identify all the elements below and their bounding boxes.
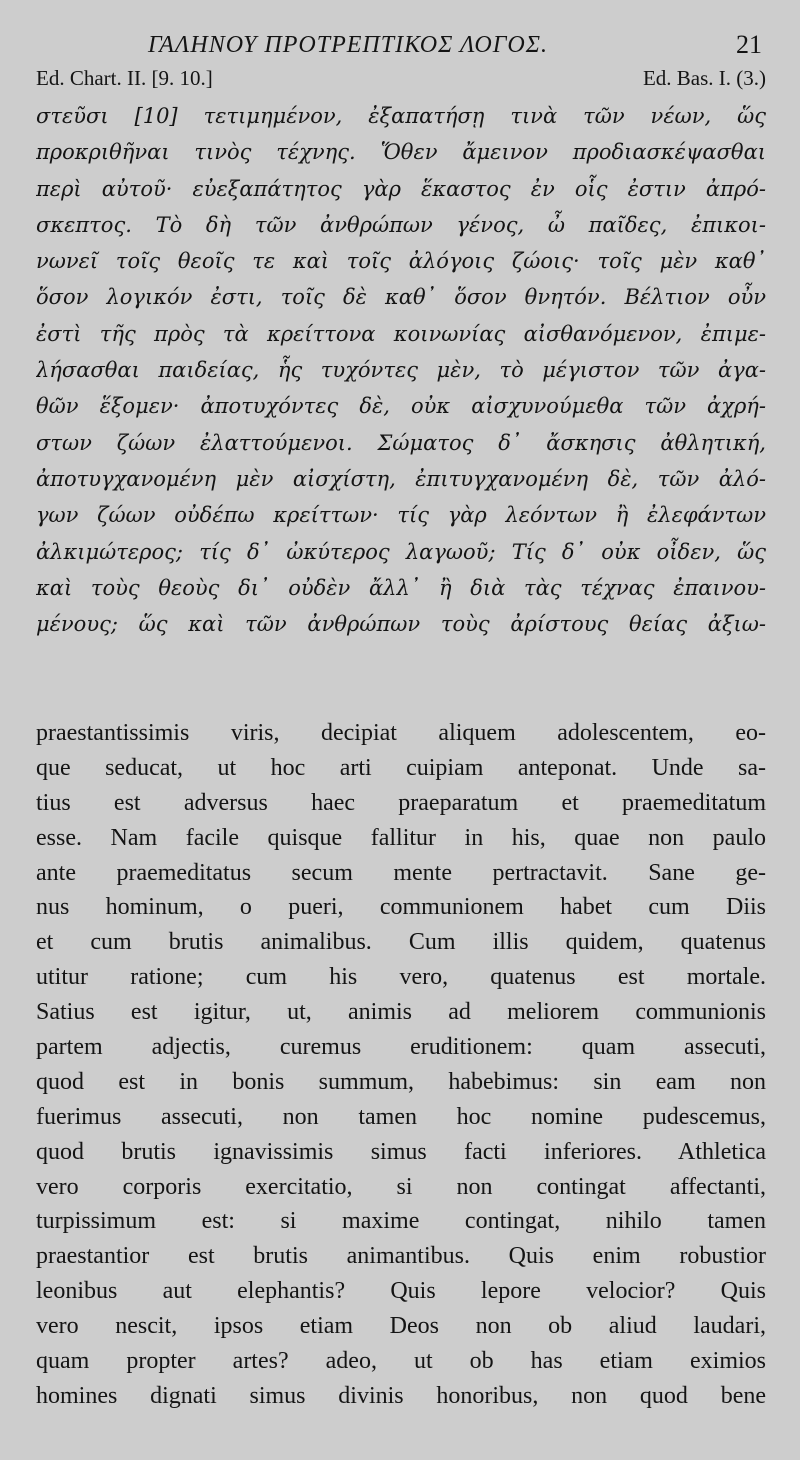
latin-line: quod est in bonis summum, habebimus: sin eam non — [36, 1068, 766, 1095]
latin-line: ante praemeditatus secum mente pertractavit. Sane ge- — [36, 859, 766, 886]
latin-line: tius est adversus haec praeparatum et praemeditatum — [36, 789, 766, 816]
greek-line: ἀποτυγχανομένη μὲν αἰσχίστη, ἐπιτυγχανομένη δὲ, τῶν ἀλό- — [36, 466, 766, 491]
greek-line: νωνεῖ τοῖς θεοῖς τε καὶ τοῖς ἀλόγοις ζώοις· τοῖς μὲν καθ᾽ — [36, 249, 766, 274]
latin-line: utitur ratione; cum his vero, quatenus est mortale. — [36, 964, 766, 991]
latin-line: vero corporis exercitatio, si non contingat affectanti, — [36, 1173, 766, 1200]
greek-line: μένους; ὥς καὶ τῶν ἀνθρώπων τοὺς ἀρίστους θείας ἀξιω- — [36, 612, 766, 637]
latin-line: nus hominum, o pueri, communionem habet cum Diis — [36, 894, 766, 921]
running-header — [0, 30, 800, 60]
greek-line: στων ζώων ἐλαττούμενοι. Σώματος δ᾽ ἄσκησις ἀθλητική, — [36, 430, 766, 455]
latin-line: que seducat, ut hoc arti cuipiam anteponat. Unde sa- — [36, 754, 766, 781]
greek-line: περὶ αὐτοῦ· εὐεξαπάτητος γὰρ ἕκαστος ἐν οἷς ἐστιν ἀπρό- — [36, 176, 766, 201]
edition-reference-chartier: Ed. Chart. II. [9. 10.] — [36, 66, 213, 90]
greek-line: γων ζώων οὐδέπω κρείττων· τίς γὰρ λεόντων ἢ ἐλεφάντων — [36, 503, 766, 528]
edition-reference-basel: Ed. Bas. I. (3.) — [642, 66, 766, 90]
latin-line: fuerimus assecuti, non tamen hoc nomine pudescemus, — [36, 1103, 766, 1130]
greek-line: ἀλκιμώτερος; τίς δ᾽ ὠκύτερος λαγωοῦ; Τίς δ᾽ οὐκ οἶδεν, ὥς — [36, 539, 766, 564]
greek-line: ἐστὶ τῆς πρὸς τὰ κρείττονα κοινωνίας αἰσθανόμενον, ἐπιμε- — [36, 321, 766, 346]
latin-line: turpissimum est: si maxime contingat, nihilo tamen — [36, 1208, 766, 1235]
latin-line: quam propter artes? adeo, ut ob has etiam eximios — [36, 1348, 766, 1375]
greek-text-block — [36, 98, 766, 642]
latin-line: praestantissimis viris, decipiat aliquem adolescentem, eo- — [36, 720, 766, 746]
latin-line: vero nescit, ipsos etiam Deos non ob aliud laudari, — [36, 1313, 766, 1340]
latin-line: et cum brutis animalibus. Cum illis quidem, quatenus — [36, 929, 766, 956]
greek-line: προκριθῆναι τινὸς τέχνης. Ὅθεν ἄμεινον προδιασκέψασθαι — [36, 140, 766, 165]
greek-line: θῶν ἕξομεν· ἀποτυχόντες δὲ, οὐκ αἰσχυνούμεθα τῶν ἀχρή- — [36, 394, 766, 419]
latin-text-block — [36, 716, 766, 1414]
latin-line: Satius est igitur, ut, animis ad meliorem communionis — [36, 999, 766, 1026]
greek-line: σκεπτος. Τὸ δὴ τῶν ἀνθρώπων γένος, ὦ παῖδες, ἐπικοι- — [36, 212, 766, 237]
latin-line: quod brutis ignavissimis simus facti inferiores. Athletica — [36, 1138, 766, 1165]
latin-line: homines dignati simus divinis honoribus, non quod bene — [36, 1382, 766, 1409]
greek-line: ὅσον λογικόν ἐστι, τοῖς δὲ καθ᾽ ὅσον θνητόν. Βέλτιον οὖν — [36, 285, 766, 310]
latin-line: partem adjectis, curemus eruditionem: quam assecuti, — [36, 1034, 766, 1061]
latin-line: esse. Nam facile quisque fallitur in his, quae non paulo — [36, 824, 766, 851]
greek-line: λήσασθαι παιδείας, ἧς τυχόντες μὲν, τὸ μέγιστον τῶν ἀγα- — [36, 358, 766, 383]
page-number: 21 — [736, 30, 762, 59]
edition-references — [0, 66, 800, 92]
greek-line: καὶ τοὺς θεοὺς δι᾽ οὐδὲν ἄλλ᾽ ἢ διὰ τὰς τέχνας ἐπαινου- — [36, 575, 766, 600]
latin-line: leonibus aut elephantis? Quis lepore velocior? Quis — [36, 1278, 766, 1305]
greek-line: στεῦσι [10] τετιμημένον, ἐξαπατήσῃ τινὰ τῶν νέων, ὥς — [36, 104, 766, 128]
latin-line: praestantior est brutis animantibus. Quis enim robustior — [36, 1243, 766, 1270]
running-title: ΓΑΛΗΝΟΥ ΠΡΟΤΡΕΠΤΙΚΟΣ ΛΟΓΟΣ. — [148, 32, 548, 58]
